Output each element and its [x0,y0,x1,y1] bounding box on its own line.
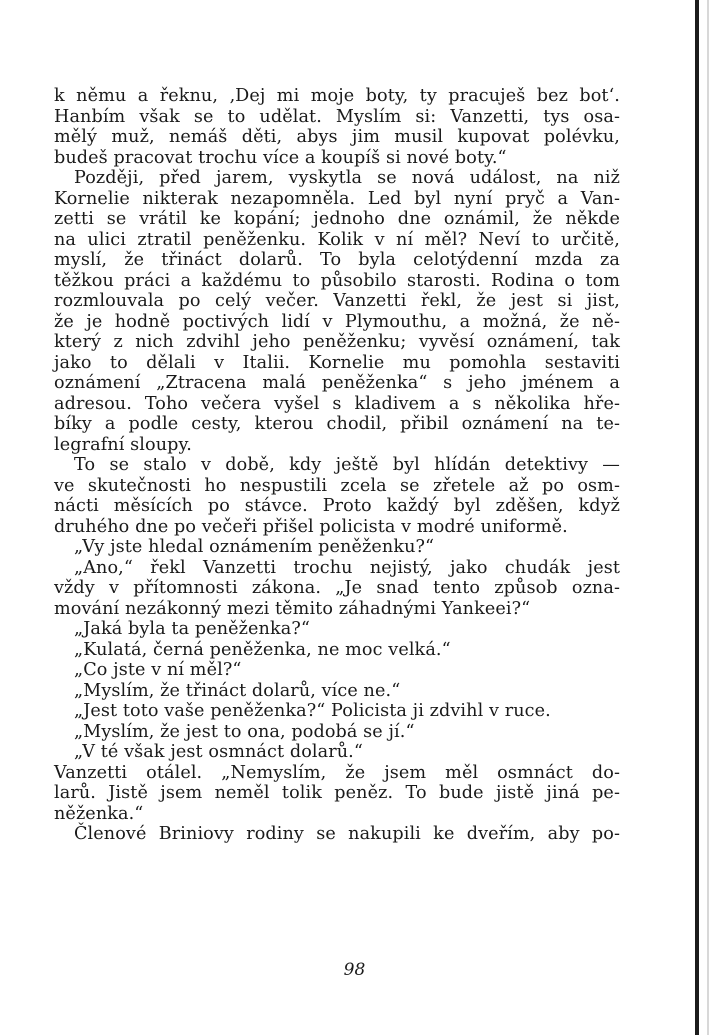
text-line: legrafní sloupy. [54,434,192,455]
text-line: něženka.“ [54,803,144,824]
text-line: těžkou práci a každému to působilo starosti. Rodina o tom [54,270,620,291]
text-line: bíky a podle cesty, kterou chodil, přibil oznámení na te- [54,414,620,434]
text-line: Kornelie nikterak nezapomněla. Led byl nyní pryč a Van- [54,188,620,209]
text-line: jako to dělali v Italii. Kornelie mu pomohla sestaviti [54,352,620,373]
body-text [54,86,620,845]
text-line: Později, před jarem, vyskytla se nová událost, na niž [74,168,620,188]
text-line: mělý muž, nemáš děti, abys jim musil kupovat polévku, [54,127,620,147]
text-line: To se stalo v době, kdy ještě byl hlídán detektivy — [74,455,620,475]
text-line: Hanbím však se to udělat. Myslím si: Vanzetti, tys osa- [54,106,620,127]
text-line: k němu a řeknu, ‚Dej mi moje boty, ty pracuješ bez bot‘. [54,86,620,106]
text-line: který z nich zdvihl jeho peněženku; vyvěsí oznámení, tak [54,332,620,352]
text-line: „V té však jest osmnáct dolarů.“ [74,742,363,762]
text-line: zetti se vrátil ke kopání; jednoho dne oznámil, že někde [54,209,620,229]
text-line: rozmlouvala po celý večer. Vanzetti řekl, že jest si jist, [54,291,620,311]
text-line: že je hodně poctivých lidí v Plymouthu, a možná, že ně- [54,311,620,332]
text-line: oznámení „Ztracena malá peněženka“ s jeho jménem a [54,373,620,393]
binding-edge [695,0,699,1035]
text-line: „Co jste v ní měl?“ [74,660,242,680]
text-line: „Myslím, že třináct dolarů, více ne.“ [74,680,401,701]
text-line: „Jest toto vaše peněženka?“ Policista ji zdvihl v ruce. [74,701,551,721]
text-line: myslí, že třináct dolarů. To byla celotýdenní mzda za [54,250,620,270]
text-line: „Vy jste hledal oznámením peněženku?“ [74,537,435,557]
text-line: larů. Jistě jsem neměl tolik peněz. To bude jistě jiná pe- [54,783,620,803]
text-line: „Kulatá, černá peněženka, ne moc velká.“ [74,639,451,660]
text-line: „Myslím, že jest to ona, podobá se jí.“ [74,721,415,742]
text-line: druhého dne po večeři přišel policista v modré uniformě. [54,516,568,537]
page-number: 98 [343,960,366,980]
text-line: mování nezákonný mezi těmito záhadnými Yankeei?“ [54,598,531,619]
text-line: „Ano,“ řekl Vanzetti trochu nejistý, jako chudák jest [74,557,620,578]
text-line: „Jaká byla ta peněženka?“ [74,619,310,639]
text-line: nácti měsících po stávce. Proto každý byl zděšen, když [54,496,620,516]
text-line: ve skutečnosti ho nespustili zcela se zřetele až po osm- [54,475,620,496]
text-line: adresou. Toho večera vyšel s kladivem a s několika hře- [54,393,620,414]
text-line: Vanzetti otálel. „Nemyslím, že jsem měl osmnáct do- [54,762,620,783]
text-line: budeš pracovat trochu více a koupíš si nové boty.“ [54,147,507,168]
text-line: na ulici ztratil peněženku. Kolik v ní měl? Neví to určitě, [54,229,620,250]
text-line: Členové Briniovy rodiny se nakupili ke dveřím, aby po- [74,824,620,844]
text-line: vždy v přítomnosti zákona. „Je snad tento způsob ozna- [54,578,620,598]
